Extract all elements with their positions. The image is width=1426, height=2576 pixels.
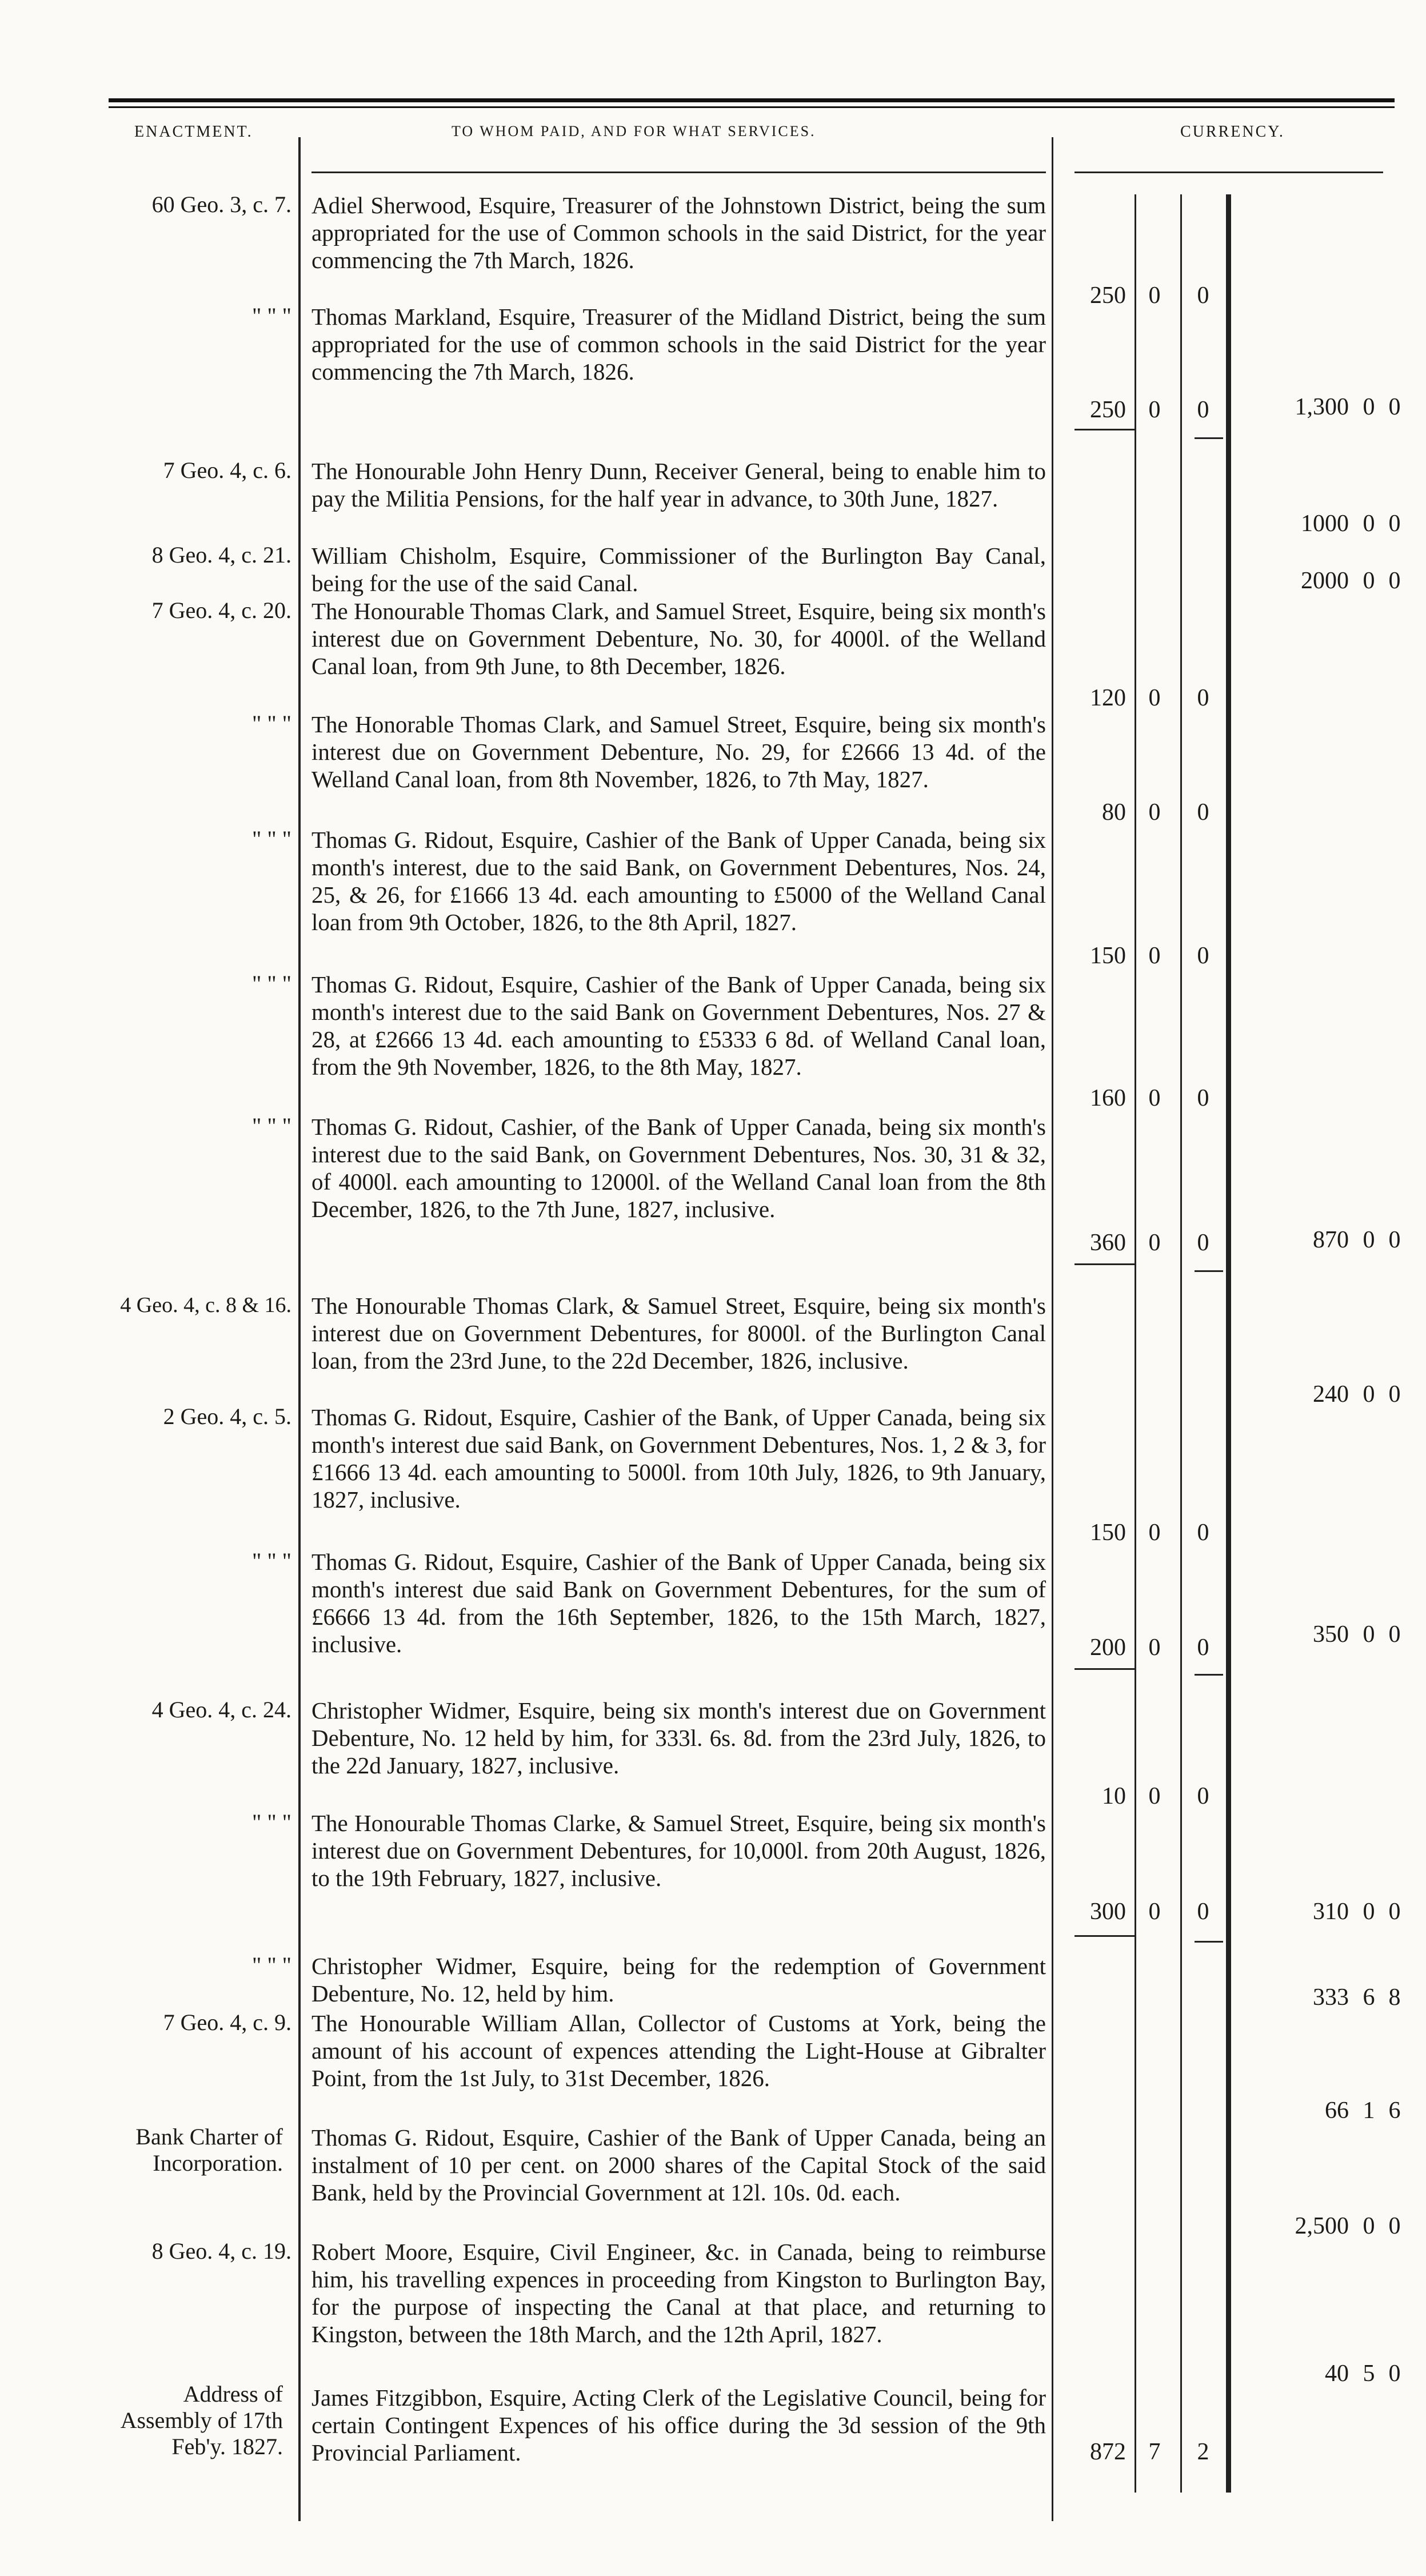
total-shillings: 0	[1363, 394, 1375, 420]
total-pence: 0	[1388, 1899, 1401, 1925]
enactment: 4 Geo. 4, c. 8 & 16.	[120, 1293, 291, 1317]
total-pence: 0	[1388, 2360, 1401, 2387]
header-enactment: ENACTMENT.	[134, 123, 253, 141]
total-pounds: 333	[1313, 1984, 1349, 2011]
amount-pounds: 160	[1090, 1085, 1126, 1111]
total-pounds: 2,500	[1295, 2213, 1349, 2239]
total-pence: 0	[1388, 1621, 1401, 1648]
entry-description: Thomas G. Ridout, Esquire, Cashier of the Bank of Upper Canada, being six month's interest due to the said Bank on Government Debentures, Nos. 27 & 28, at £2666 13 4d. each amounting to £5333 6 8d. of Welland Canal loan, from the 9th November, 1826, to the 8th May, 1827.	[311, 971, 1046, 1080]
column-divider	[298, 137, 301, 2521]
entry-description: The Honourable John Henry Dunn, Receiver General, being to enable him to pay the Militia Pensions, for the half year in advance, to 30th June, 1827.	[311, 458, 1046, 512]
total-pounds: 310	[1313, 1899, 1349, 1925]
header-currency: CURRENCY.	[1180, 123, 1285, 141]
amount-divider	[1135, 194, 1136, 2493]
enactment: Address of Assembly of 17th Feb'y. 1827.	[120, 2381, 283, 2459]
total-shillings: 5	[1363, 2360, 1375, 2387]
total-pence: 8	[1388, 1984, 1401, 2011]
amount-divider-heavy	[1226, 194, 1231, 2493]
entry-description: Thomas Markland, Esquire, Treasurer of the Midland District, being the sum appropriated for the use of common schools in the said District for the year commencing the 7th March, 1826.	[311, 304, 1046, 385]
subtotal-rule	[1195, 1941, 1223, 1943]
entry-description: Thomas G. Ridout, Cashier, of the Bank of Upper Canada, being six month's interest due to the said Bank, on Government Debentures, Nos. 30, 31 & 32, of 4000l. each amounting to 12000l. of the Welland Canal loan from the 8th December, 1826, to the 7th June, 1827, inclusive.	[311, 1114, 1046, 1222]
amount-pence: 0	[1197, 1634, 1209, 1661]
total-pence: 0	[1388, 568, 1401, 594]
amount-shillings: 0	[1148, 685, 1161, 711]
amount-pence: 0	[1197, 799, 1209, 826]
amount-divider	[1180, 194, 1182, 2493]
total-pence: 0	[1388, 2213, 1401, 2239]
total-pounds: 870	[1313, 1227, 1349, 1253]
amount-shillings: 0	[1148, 1783, 1161, 1809]
total-shillings: 1	[1363, 2098, 1375, 2124]
amount-shillings: 0	[1148, 1520, 1161, 1546]
enactment: 4 Geo. 4, c. 24.	[151, 1697, 291, 1722]
header-services: TO WHOM PAID, AND FOR WHAT SERVICES.	[452, 123, 816, 139]
total-pounds: 66	[1325, 2098, 1349, 2124]
amount-pounds: 872	[1090, 2439, 1126, 2465]
entry-description: William Chisholm, Esquire, Commissioner of the Burlington Bay Canal, being for the use of the said Canal.	[311, 543, 1046, 596]
total-pounds: 350	[1313, 1621, 1349, 1648]
amount-pounds: 150	[1090, 1520, 1126, 1546]
amount-shillings: 7	[1148, 2439, 1161, 2465]
enactment: " " "	[252, 1548, 291, 1574]
total-shillings: 0	[1363, 568, 1375, 594]
amount-shillings: 0	[1148, 1085, 1161, 1111]
total-pounds: 40	[1325, 2360, 1349, 2387]
amount-pence: 0	[1197, 1783, 1209, 1809]
entry-description: The Honourable William Allan, Collector of Customs at York, being the amount of his account of expences attending the Light-House at Gibralter Point, from the 1st July, to 31st December, 1826.	[311, 2010, 1046, 2091]
subtotal-rule	[1075, 1263, 1135, 1265]
amount-pence: 0	[1197, 1520, 1209, 1546]
total-pounds: 1,300	[1295, 394, 1349, 420]
subtotal-rule	[1075, 429, 1135, 430]
top-rule-thin	[109, 106, 1395, 108]
amount-pounds: 120	[1090, 685, 1126, 711]
amount-pence: 0	[1197, 943, 1209, 969]
enactment: " " "	[252, 1113, 291, 1139]
amount-shillings: 0	[1148, 1634, 1161, 1661]
enactment: " " "	[252, 826, 291, 852]
total-shillings: 0	[1363, 2213, 1375, 2239]
amount-pounds: 360	[1090, 1230, 1126, 1256]
header-rule	[311, 172, 1046, 173]
entry-description: The Honorable Thomas Clark, and Samuel Street, Esquire, being six month's interest due on Government Debenture, No. 29, for £2666 13 4d. of the Welland Canal loan, from 8th November, 1826, to 7th May, 1827.	[311, 711, 1046, 792]
amount-pounds: 200	[1090, 1634, 1126, 1661]
subtotal-rule	[1195, 437, 1223, 439]
entry-description: Thomas G. Ridout, Esquire, Cashier of the Bank of Upper Canada, being six month's interest due said Bank on Government Debentures, for the sum of £6666 13 4d. from the 16th September, 1826, to the 15th March, 1827, inclusive.	[311, 1549, 1046, 1657]
subtotal-rule	[1195, 1270, 1223, 1272]
enactment: 7 Geo. 4, c. 6.	[163, 457, 291, 483]
entry-description: Thomas G. Ridout, Esquire, Cashier of the Bank, of Upper Canada, being six month's interest due said Bank, on Government Debentures, Nos. 1, 2 & 3, for £1666 13 4d. each amounting to 5000l. from 10th July, 1826, to 9th January, 1827, inclusive.	[311, 1404, 1046, 1513]
amount-pounds: 300	[1090, 1899, 1126, 1925]
amount-shillings: 0	[1148, 1230, 1161, 1256]
enactment: 7 Geo. 4, c. 9.	[163, 2009, 291, 2035]
enactment: Bank Charter of Incorporation.	[135, 2124, 283, 2176]
total-pounds: 240	[1313, 1381, 1349, 1407]
total-pounds: 2000	[1301, 568, 1349, 594]
amount-shillings: 0	[1148, 943, 1161, 969]
entry-description: The Honourable Thomas Clark, and Samuel Street, Esquire, being six month's interest due on Government Debenture, No. 30, for 4000l. of the Welland Canal loan, from 9th June, to 8th December, 1826.	[311, 598, 1046, 679]
entry-description: Robert Moore, Esquire, Civil Engineer, &c. in Canada, being to reimburse him, his travelling expences in proceeding from Kingston to Burlington Bay, for the purpose of inspecting the Canal at that place, and returning to Kingston, between the 18th March, and the 12th April, 1827.	[311, 2239, 1046, 2347]
amount-pence: 2	[1197, 2439, 1209, 2465]
entry-description: Christopher Widmer, Esquire, being six month's interest due on Government Debenture, No. 12 held by him, for 333l. 6s. 8d. from the 23rd July, 1826, to the 22d January, 1827, inclusive.	[311, 1697, 1046, 1779]
enactment: " " "	[252, 1809, 291, 1835]
column-divider	[1052, 137, 1053, 2521]
enactment: 8 Geo. 4, c. 21.	[151, 542, 291, 568]
amount-pounds: 250	[1090, 397, 1126, 423]
enactment: " " "	[252, 711, 291, 736]
amount-pence: 0	[1197, 397, 1209, 423]
total-pence: 0	[1388, 394, 1401, 420]
subtotal-rule	[1075, 1935, 1135, 1937]
enactment: 2 Geo. 4, c. 5.	[163, 1403, 291, 1429]
enactment: " " "	[252, 971, 291, 996]
entry-description: Adiel Sherwood, Esquire, Treasurer of the Johnstown District, being the sum appropriated for the use of Common schools in the said District, for the year commencing the 7th March, 1826.	[311, 192, 1046, 273]
enactment: 8 Geo. 4, c. 19.	[151, 2238, 291, 2264]
amount-pounds: 150	[1090, 943, 1126, 969]
top-rule	[109, 98, 1395, 102]
amount-shillings: 0	[1148, 397, 1161, 423]
total-pence: 0	[1388, 1381, 1401, 1407]
enactment: 7 Geo. 4, c. 20.	[151, 597, 291, 623]
amount-shillings: 0	[1148, 282, 1161, 309]
entry-description: Christopher Widmer, Esquire, being for the redemption of Government Debenture, No. 12, held by him.	[311, 1953, 1046, 2007]
amount-pounds: 250	[1090, 282, 1126, 309]
amount-shillings: 0	[1148, 799, 1161, 826]
total-shillings: 0	[1363, 1899, 1375, 1925]
total-shillings: 0	[1363, 511, 1375, 537]
enactment: " " "	[252, 1952, 291, 1978]
total-pence: 0	[1388, 1227, 1401, 1253]
amount-pence: 0	[1197, 1899, 1209, 1925]
total-shillings: 0	[1363, 1381, 1375, 1407]
amount-pence: 0	[1197, 1085, 1209, 1111]
entry-description: Thomas G. Ridout, Esquire, Cashier of the Bank of Upper Canada, being six month's interest, due to the said Bank, on Government Debentures, Nos. 24, 25, & 26, for £1666 13 4d. each amounting to £5000 of the Welland Canal loan from 9th October, 1826, to the 8th April, 1827.	[311, 827, 1046, 935]
amount-shillings: 0	[1148, 1899, 1161, 1925]
amount-pence: 0	[1197, 1230, 1209, 1256]
total-shillings: 6	[1363, 1984, 1375, 2011]
enactment: 60 Geo. 3, c. 7.	[151, 192, 291, 217]
amount-pence: 0	[1197, 685, 1209, 711]
amount-pence: 0	[1197, 282, 1209, 309]
entry-description: James Fitzgibbon, Esquire, Acting Clerk of the Legislative Council, being for certain Contingent Expences of his office during the 3d session of the 9th Provincial Parliament.	[311, 2384, 1046, 2466]
total-pounds: 1000	[1301, 511, 1349, 537]
total-pence: 0	[1388, 511, 1401, 537]
subtotal-rule	[1195, 1674, 1223, 1676]
entry-description: Thomas G. Ridout, Esquire, Cashier of the Bank of Upper Canada, being an instalment of 10 per cent. on 2000 shares of the Capital Stock of the said Bank, held by the Provincial Government at 12l. 10s. 0d. each.	[311, 2124, 1046, 2206]
entry-description: The Honourable Thomas Clarke, & Samuel Street, Esquire, being six month's interest due on Government Debentures, for 10,000l. from 20th August, 1826, to the 19th February, 1827, inclusive.	[311, 1810, 1046, 1891]
total-pence: 6	[1388, 2098, 1401, 2124]
header-rule	[1075, 172, 1383, 173]
total-shillings: 0	[1363, 1227, 1375, 1253]
total-shillings: 0	[1363, 1621, 1375, 1648]
amount-pounds: 80	[1102, 799, 1126, 826]
enactment: " " "	[252, 303, 291, 329]
subtotal-rule	[1075, 1668, 1135, 1670]
entry-description: The Honourable Thomas Clark, & Samuel Street, Esquire, being six month's interest due on Government Debentures, for 8000l. of the Burlington Canal loan, from the 23rd June, to the 22d December, 1826, inclusive.	[311, 1293, 1046, 1374]
amount-pounds: 10	[1102, 1783, 1126, 1809]
